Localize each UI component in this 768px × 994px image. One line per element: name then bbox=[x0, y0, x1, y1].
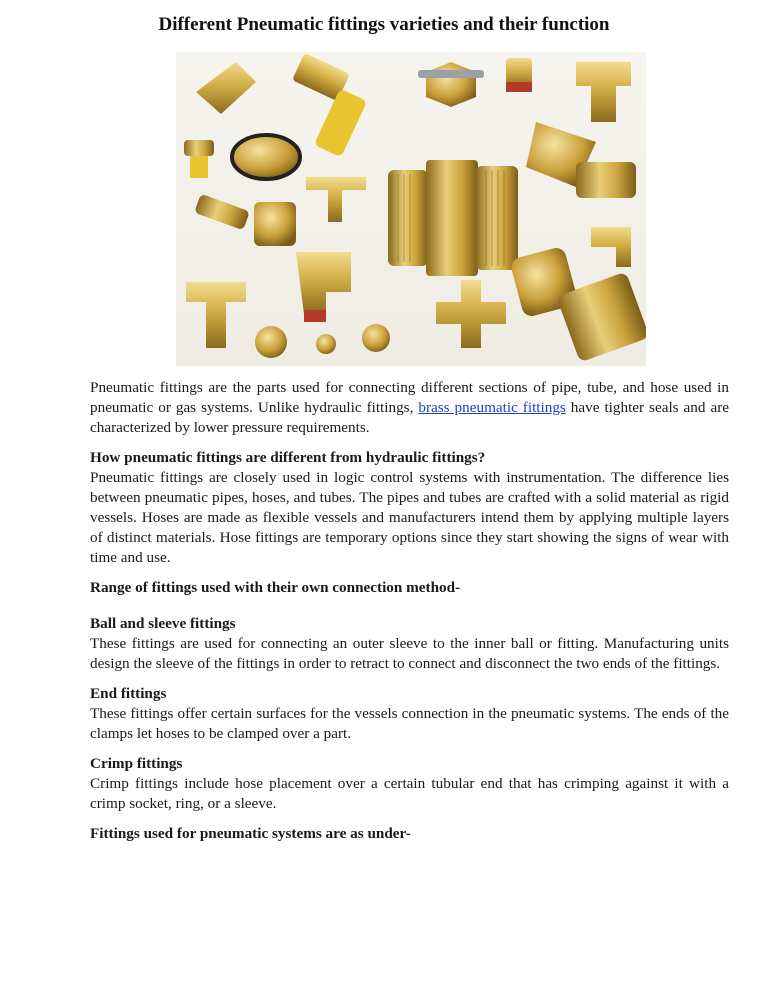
section-heading: How pneumatic fittings are different from hydraulic fittings? bbox=[90, 449, 486, 466]
intro-text-start: Pneumatic fittings are the parts used for connecting different sections of pipe, tube, and hose used in pneumatic or gas systems. Unlike hydraulic fittings, bbox=[90, 379, 729, 416]
section-body: These fittings are used for connecting an outer sleeve to the inner ball or fitting. Manufacturing units design the sleeve of the fittings in order to retract to connect and disconnect the two ends of the fittings. bbox=[90, 635, 729, 672]
section-heading: Ball and sleeve fittings bbox=[90, 615, 236, 632]
brass-pneumatic-fittings-link[interactable]: brass pneumatic fittings bbox=[418, 399, 566, 416]
section-body: These fittings offer certain surfaces for the vessels connection in the pneumatic systems. The ends of the clamps let hoses to be clamped over a part. bbox=[90, 705, 729, 742]
section-heading: End fittings bbox=[90, 685, 167, 702]
section-heading: Range of fittings used with their own connection method- bbox=[90, 579, 461, 596]
section-body: Pneumatic fittings are closely used in logic control systems with instrumentation. The difference lies between pneumatic pipes, hoses, and tubes. The pipes and tubes are crafted with a solid material as rigid vessels. Hoses are made as flexible vessels and manufacturers intend them by applying multiple layers of distinct materials. Hose fittings are temporary options since they start showing the signs of wear with time and use. bbox=[90, 469, 729, 566]
section-body: Crimp fittings include hose placement over a certain tubular end that has crimping against it with a crimp socket, ring, or a sleeve. bbox=[90, 775, 729, 812]
intro-paragraph bbox=[90, 378, 729, 438]
intro-text-end: have tighter seals and are characterized by lower pressure requirements. bbox=[90, 399, 729, 436]
section-heading: Fittings used for pneumatic systems are as under- bbox=[90, 825, 411, 842]
section-heading: Crimp fittings bbox=[90, 755, 183, 772]
page-title: Different Pneumatic fittings varieties and their function bbox=[158, 14, 610, 35]
brass-fittings-photo bbox=[176, 52, 646, 366]
article-body bbox=[90, 378, 729, 844]
